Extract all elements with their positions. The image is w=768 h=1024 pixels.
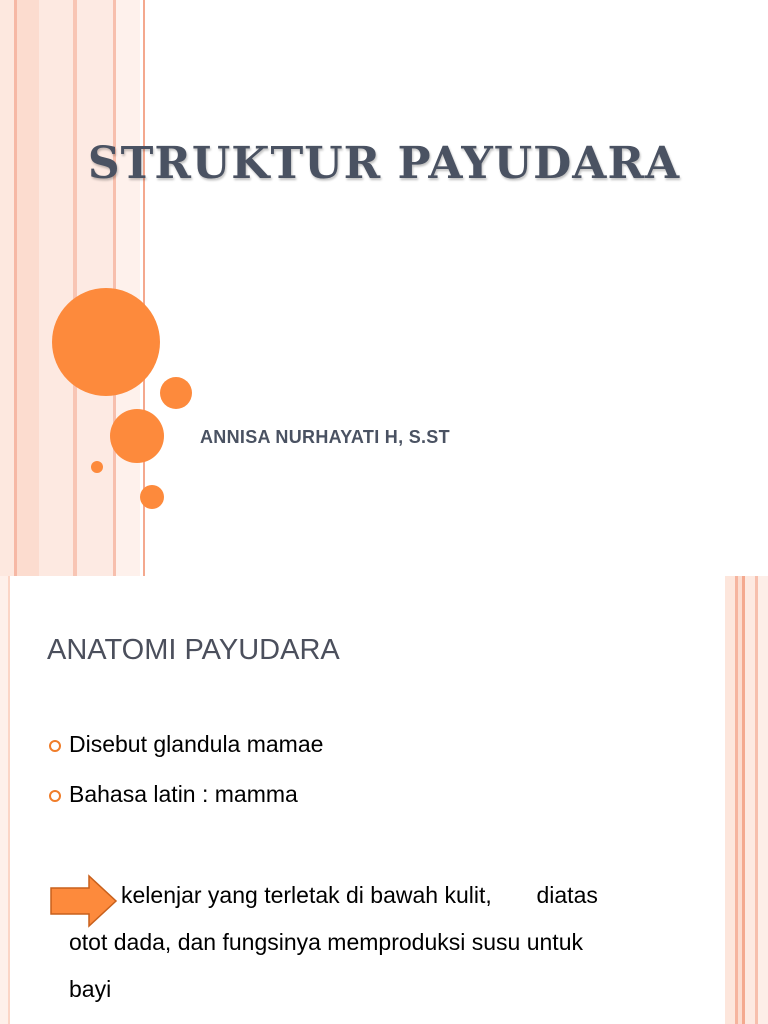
bullet-text: Bahasa latin : mamma — [69, 781, 298, 807]
decorative-circle — [110, 409, 164, 463]
decorative-stripe — [39, 0, 73, 576]
bullet-circle-icon — [49, 790, 61, 802]
bullet-circle-icon — [49, 740, 61, 752]
paragraph-line: kelenjar yang terletak di bawah kulit, diatas — [121, 882, 598, 908]
decorative-stripe — [0, 576, 8, 1024]
decorative-stripe — [725, 576, 735, 1024]
bullet-text: Disebut glandula mamae — [69, 731, 324, 757]
paragraph-line: otot dada, dan fungsinya memproduksi susu untuk — [69, 929, 583, 955]
decorative-stripe — [116, 0, 140, 576]
decorative-stripe — [758, 576, 768, 1024]
decorative-stripe — [0, 0, 14, 576]
decorative-stripe — [8, 576, 10, 1024]
decorative-circle — [160, 377, 192, 409]
decorative-circle — [52, 288, 160, 396]
slide-heading: ANATOMI PAYUDARA — [47, 634, 340, 666]
decorative-circle — [140, 485, 164, 509]
content-slide — [0, 576, 768, 1024]
decorative-stripe — [17, 0, 39, 576]
paragraph-line: bayi — [69, 976, 112, 1002]
decorative-stripe — [745, 576, 755, 1024]
description-paragraph — [69, 872, 598, 1024]
author-name: ANNISA NURHAYATI H, S.ST — [200, 427, 450, 447]
slide-title: STRUKTUR PAYUDARA — [87, 138, 681, 189]
decorative-circle — [91, 461, 103, 473]
